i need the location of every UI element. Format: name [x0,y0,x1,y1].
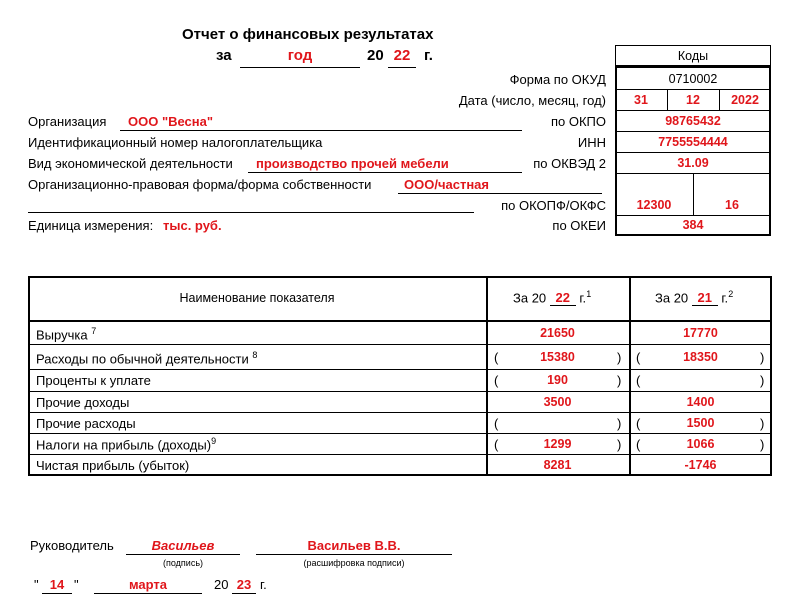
signer-name-caption: (расшифровка подписи) [303,558,405,568]
okud-code: 0710002 [668,71,718,86]
date-label: Дата (число, месяц, год) [458,93,606,108]
legal-form-value: ООО/частная [404,177,489,192]
open-paren: ( [494,350,499,365]
table-row-label: Налоги на прибыль (доходы)$^9$ [36,436,217,453]
okved-label: по ОКВЭД 2 [533,156,606,171]
close-paren: ) [617,437,622,452]
okpo-label: по ОКПО [550,114,606,129]
close-paren: ) [617,373,622,388]
row-other-expenses-previous: 1500 [686,415,715,430]
close-paren: ) [617,350,622,365]
okpo-code: 98765432 [665,113,721,128]
codes-title: Коды [677,48,709,63]
close-paren: ) [760,416,765,431]
period-value: год [287,47,313,64]
row-net-profit-previous: -1746 [684,457,717,472]
period-prefix: за [216,47,232,64]
unit-value: тыс. руб. [163,218,222,233]
row-interest-previous [629,369,772,391]
sign-month: марта [128,577,168,592]
okei-code: 384 [682,218,704,232]
signature-caption: (подпись) [162,558,204,568]
okfs-code: 16 [725,197,739,212]
open-paren: ( [636,373,641,388]
quote-close: " [74,577,79,592]
row-other-expenses-current [486,412,629,433]
activity-value: производство прочей мебели [256,156,449,171]
head-label: Руководитель [30,538,114,553]
signer-name: Васильев В.В. [307,538,401,553]
org-label: Организация [28,114,107,129]
legal-form-label: Организационно-правовая форма/форма собственности [28,177,372,192]
row-other-income-previous: 1400 [686,394,715,409]
close-paren: ) [760,373,765,388]
col-current-year: 22 [550,290,576,306]
row-revenue-current: 21650 [540,325,575,340]
col-header-name: Наименование показателя [179,291,335,305]
okved-code: 31.09 [677,155,709,170]
open-paren: ( [636,350,641,365]
row-interest-current: 190 [547,373,568,387]
col-previous-year: 21 [692,290,718,306]
col-header-current: За 20 22 г.$^1$ [513,289,592,306]
okud-label: Форма по ОКУД [509,72,606,87]
date-day: 31 [634,92,648,107]
sign-day: 14 [49,577,65,592]
sign-year-prefix: 20 [214,577,229,592]
open-paren: ( [636,416,641,431]
signature: Васильев [151,538,215,553]
okei-label: по ОКЕИ [552,218,606,233]
unit-label: Единица измерения: [28,218,154,233]
table-row-label: Расходы по обычной деятельности $^8$ [36,350,258,367]
year-prefix: 20 [367,47,384,64]
row-expenses-current: 15380 [540,350,575,364]
taxpayer-id-label: Идентификационный номер налогоплательщика [28,135,323,150]
col-header-previous: За 20 21 г.$^2$ [655,289,734,306]
close-paren: ) [760,350,765,365]
activity-label: Вид экономической деятельности [28,156,233,171]
date-month: 12 [686,92,700,107]
open-paren: ( [494,437,499,452]
row-tax-current: 1299 [543,436,572,451]
row-expenses-previous: 18350 [683,350,718,364]
org-name: ООО "Весна" [128,114,214,129]
report-title: Отчет о финансовых результатах [182,26,434,43]
date-year: 2022 [731,92,759,107]
inn-code: 7755554444 [658,134,728,149]
inn-label: ИНН [577,135,606,150]
table-row-label: Прочие расходы [36,416,136,431]
close-paren: ) [760,437,765,452]
okopf-label: по ОКОПФ/ОКФС [501,198,606,213]
row-other-income-current: 3500 [543,394,572,409]
open-paren: ( [494,416,499,431]
open-paren: ( [494,373,499,388]
open-paren: ( [636,437,641,452]
sign-year: 23 [236,577,252,592]
sign-year-suffix: г. [260,577,267,592]
row-net-profit-current: 8281 [543,457,572,472]
year-suffix: г. [424,47,433,64]
row-tax-previous: 1066 [686,436,715,451]
report-year: 22 [393,47,411,64]
quote-open: " [34,577,39,592]
table-row-label: Проценты к уплате [36,373,151,388]
table-row-label: Прочие доходы [36,395,130,410]
close-paren: ) [617,416,622,431]
table-row-label: Чистая прибыль (убыток) [36,458,190,473]
okopf-code: 12300 [636,197,672,212]
table-row-label: Выручка $^7$ [36,326,97,343]
row-revenue-previous: 17770 [683,325,718,340]
